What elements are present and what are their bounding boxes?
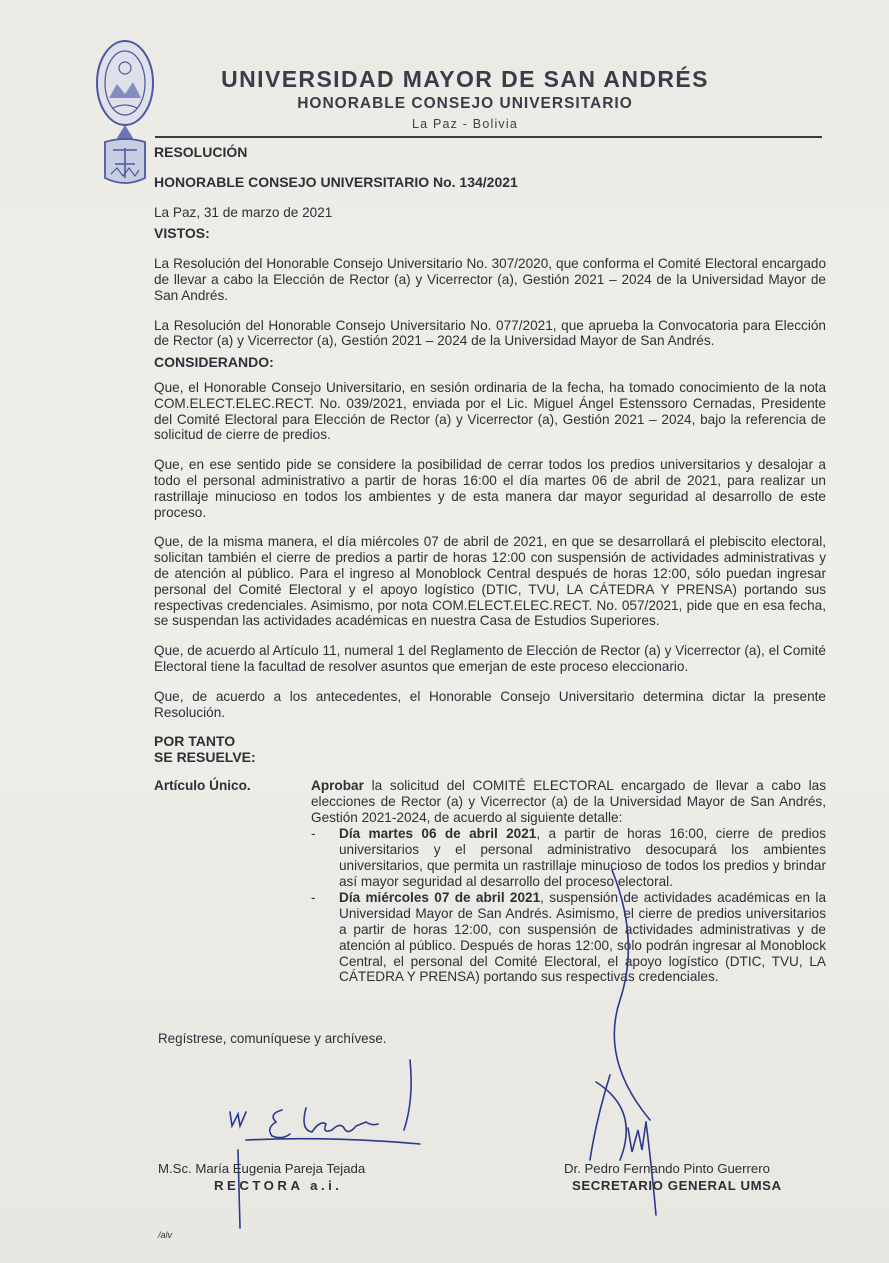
council-name: HONORABLE CONSEJO UNIVERSITARIO <box>297 95 633 112</box>
signer-role: SECRETARIO GENERAL UMSA <box>572 1178 782 1193</box>
article-intro: Aprobar la solicitud del COMITÉ ELECTORAL encargado de llevar a cabo las elecciones de Rector (a) y Vicerrector (a) de la Universidad Mayor de San Andrés, Gestión 2021-2024, de acuerdo al siguiente detalle: <box>311 777 826 825</box>
signer-name: M.Sc. María Eugenia Pareja Tejada <box>158 1161 366 1176</box>
vistos-heading: VISTOS: <box>154 225 210 242</box>
signature-rectora-icon <box>230 1060 420 1228</box>
resolution-label: RESOLUCIÓN <box>154 144 248 160</box>
resolution-date: La Paz, 31 de marzo de 2021 <box>154 204 333 220</box>
article-text <box>311 778 826 985</box>
closing-line: Regístrese, comuníquese y archívese. <box>158 1031 387 1046</box>
typist-initials: /alv <box>158 1230 173 1240</box>
header-divider <box>155 136 822 138</box>
se-resuelve: SE RESUELVE: <box>154 749 256 766</box>
por-tanto: POR TANTO <box>154 733 236 750</box>
considerando-paragraph: Que, en ese sentido pide se considere la posibilidad de cerrar todos los predios universitarios y desalojar a todo el personal administrativo a partir de horas 16:00 el día martes 06 de abril de 2021, para realizar un rastrillaje minucioso en todos los ambientes y de esta manera dar mayor seguridad al desarrollo de este proceso. <box>154 457 826 520</box>
signer-role: RECTORA a.i. <box>214 1178 343 1193</box>
vistos-paragraph: La Resolución del Honorable Consejo Universitario No. 307/2020, que conforma el Comité Electoral encargado de llevar a cabo la Elección de Rector (a) y Vicerrector (a), Gestión 2021 – 2024 de la Universidad Mayor de San Andrés. <box>154 256 826 303</box>
considerando-paragraph: Que, de la misma manera, el día miércoles 07 de abril de 2021, en que se desarrollará el plebiscito electoral, solicitan también el cierre de predios a partir de horas 12:00 con suspensión de actividades administrativas y de atención al público. Para el ingreso al Monoblock Central después de horas 12:00, sólo puedan ingresar personal del Comité Electoral y el apoyo logístico (DTIC, TVU, LA CÁTEDRA Y PRENSA) portando sus respectivas credenciales. Asimismo, por nota COM.ELECT.ELEC.RECT. No. 057/2021, pide que en esa fecha, se suspendan las actividades académicas en nuestra Casa de Estudios Superiores. <box>154 534 826 629</box>
article-label: Artículo Único. <box>154 777 251 793</box>
university-name: UNIVERSIDAD MAYOR DE SAN ANDRÉS <box>221 66 709 92</box>
document-body <box>154 145 826 985</box>
vistos-paragraph: La Resolución del Honorable Consejo Universitario No. 077/2021, que aprueba la Convocatoria para Elección de Rector (a) y Vicerrector (a), Gestión 2021 – 2024 de la Universidad Mayor de San Andrés. <box>154 317 826 349</box>
signer-name: Dr. Pedro Fernando Pinto Guerrero <box>564 1161 770 1176</box>
letterhead <box>200 66 730 131</box>
city-line: La Paz - Bolivia <box>411 117 519 131</box>
considerando-heading: CONSIDERANDO: <box>154 354 274 371</box>
list-item: - Día miércoles 07 de abril 2021, suspensión de actividades académicas en la Universidad Mayor de San Andrés. Asimismo, el cierre de predios universitarios a partir de horas 12:00, con suspensión de actividades administrativas y de atención al público. Después de horas 12:00, sólo podrán ingresar al Monoblock Central, el personal del Comité Electoral, el apoyo logístico (DTIC, TVU, LA CÁTEDRA Y PRENSA) portando sus respectivas credenciales. <box>311 890 827 985</box>
list-item: - Día martes 06 de abril 2021, a partir de horas 16:00, cierre de predios universitarios y el personal administrativo desocupará los ambientes universitarios, que permita un rastrillaje minucioso de todos los predios y brindar así mayor seguridad al desarrollo del proceso electoral. <box>311 826 827 889</box>
university-seal-icon <box>95 38 155 190</box>
article-unico <box>154 778 826 985</box>
resolution-number: HONORABLE CONSEJO UNIVERSITARIO No. 134/2021 <box>154 173 518 190</box>
signature-block-rectora <box>158 1160 365 1194</box>
considerando-paragraph: Que, el Honorable Consejo Universitario, en sesión ordinaria de la fecha, ha tomado conocimiento de la nota COM.ELECT.ELEC.RECT. No. 039/2021, enviada por el Lic. Miguel Ángel Estenssoro Cernadas, Presidente del Comité Electoral para Elección de Rector (a) y Vicerrector (a), Gestión 2021 – 2024, bajo la referencia de solicitud de cierre de predios. <box>154 379 826 443</box>
considerando-paragraph: Que, de acuerdo al Artículo 11, numeral 1 del Reglamento de Elección de Rector (a) y Vicerrector (a), el Comité Electoral tiene la facultad de resolver asuntos que emerjan de este proceso eleccionario. <box>154 643 826 674</box>
signature-block-secretario <box>564 1160 782 1194</box>
considerando-paragraph: Que, de acuerdo a los antecedentes, el Honorable Consejo Universitario determina dictar la presente Resolución. <box>154 688 826 720</box>
